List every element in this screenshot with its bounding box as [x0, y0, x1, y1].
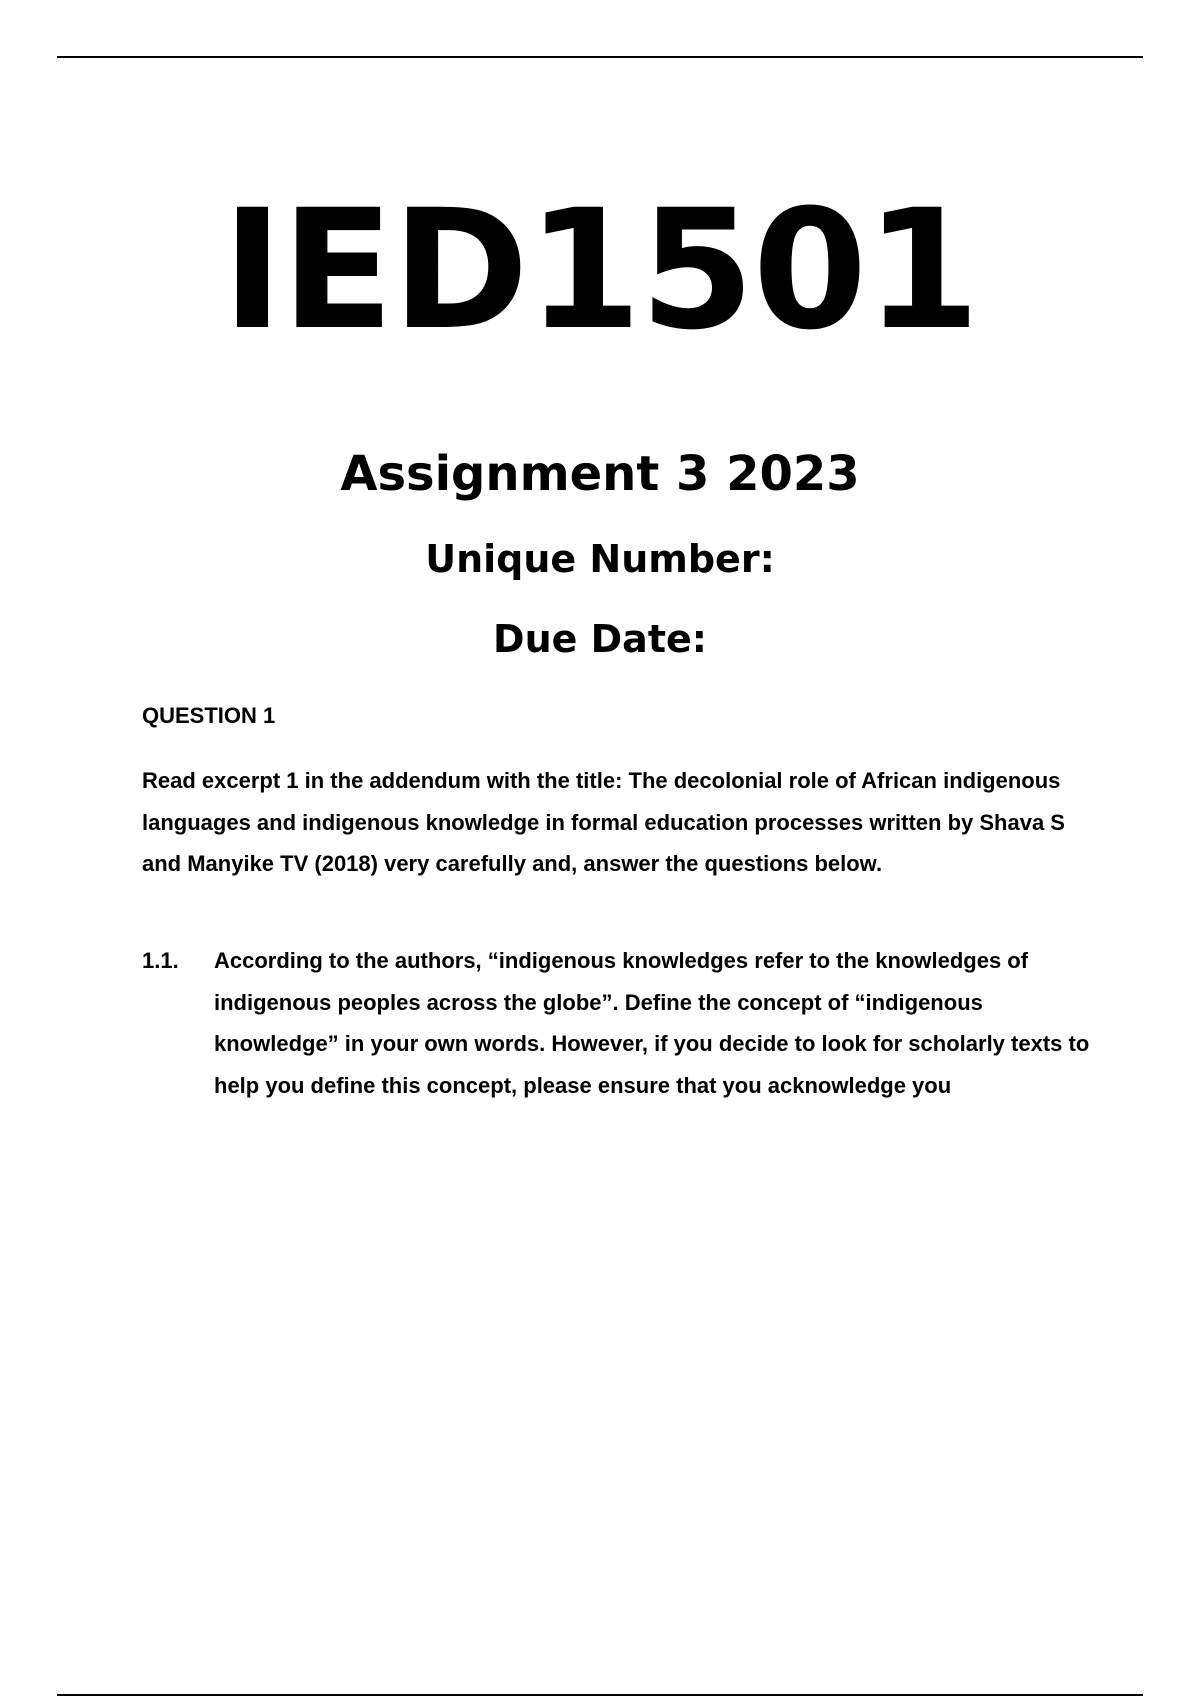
course-code: IED1501: [221, 174, 979, 366]
sub-question-text: According to the authors, “indigenous knowledges refer to the knowledges of indigenous peoples across the globe”. Define the concept of “indigenous knowledge” in your own words. However, if you decide to look for scholarly texts to help you define this concept, please ensure that you acknowledge you: [214, 948, 1090, 1098]
question-intro: Read excerpt 1 in the addendum with the title: The decolonial role of African indigenous languages and indigenous knowledge in formal education processes written by Shava S and Manyike TV (2018) very carefully and, answer the questions below.: [142, 768, 1065, 876]
due-date-label: Due Date:: [493, 617, 707, 661]
question-heading: QUESTION 1: [142, 703, 276, 728]
assignment-title: Assignment 3 2023: [340, 446, 860, 502]
sub-question-number: 1.1.: [142, 948, 179, 973]
unique-number-label: Unique Number:: [425, 537, 775, 581]
sub-question: [142, 940, 1102, 1106]
top-divider: [57, 56, 1143, 58]
bottom-divider: [57, 1694, 1143, 1696]
